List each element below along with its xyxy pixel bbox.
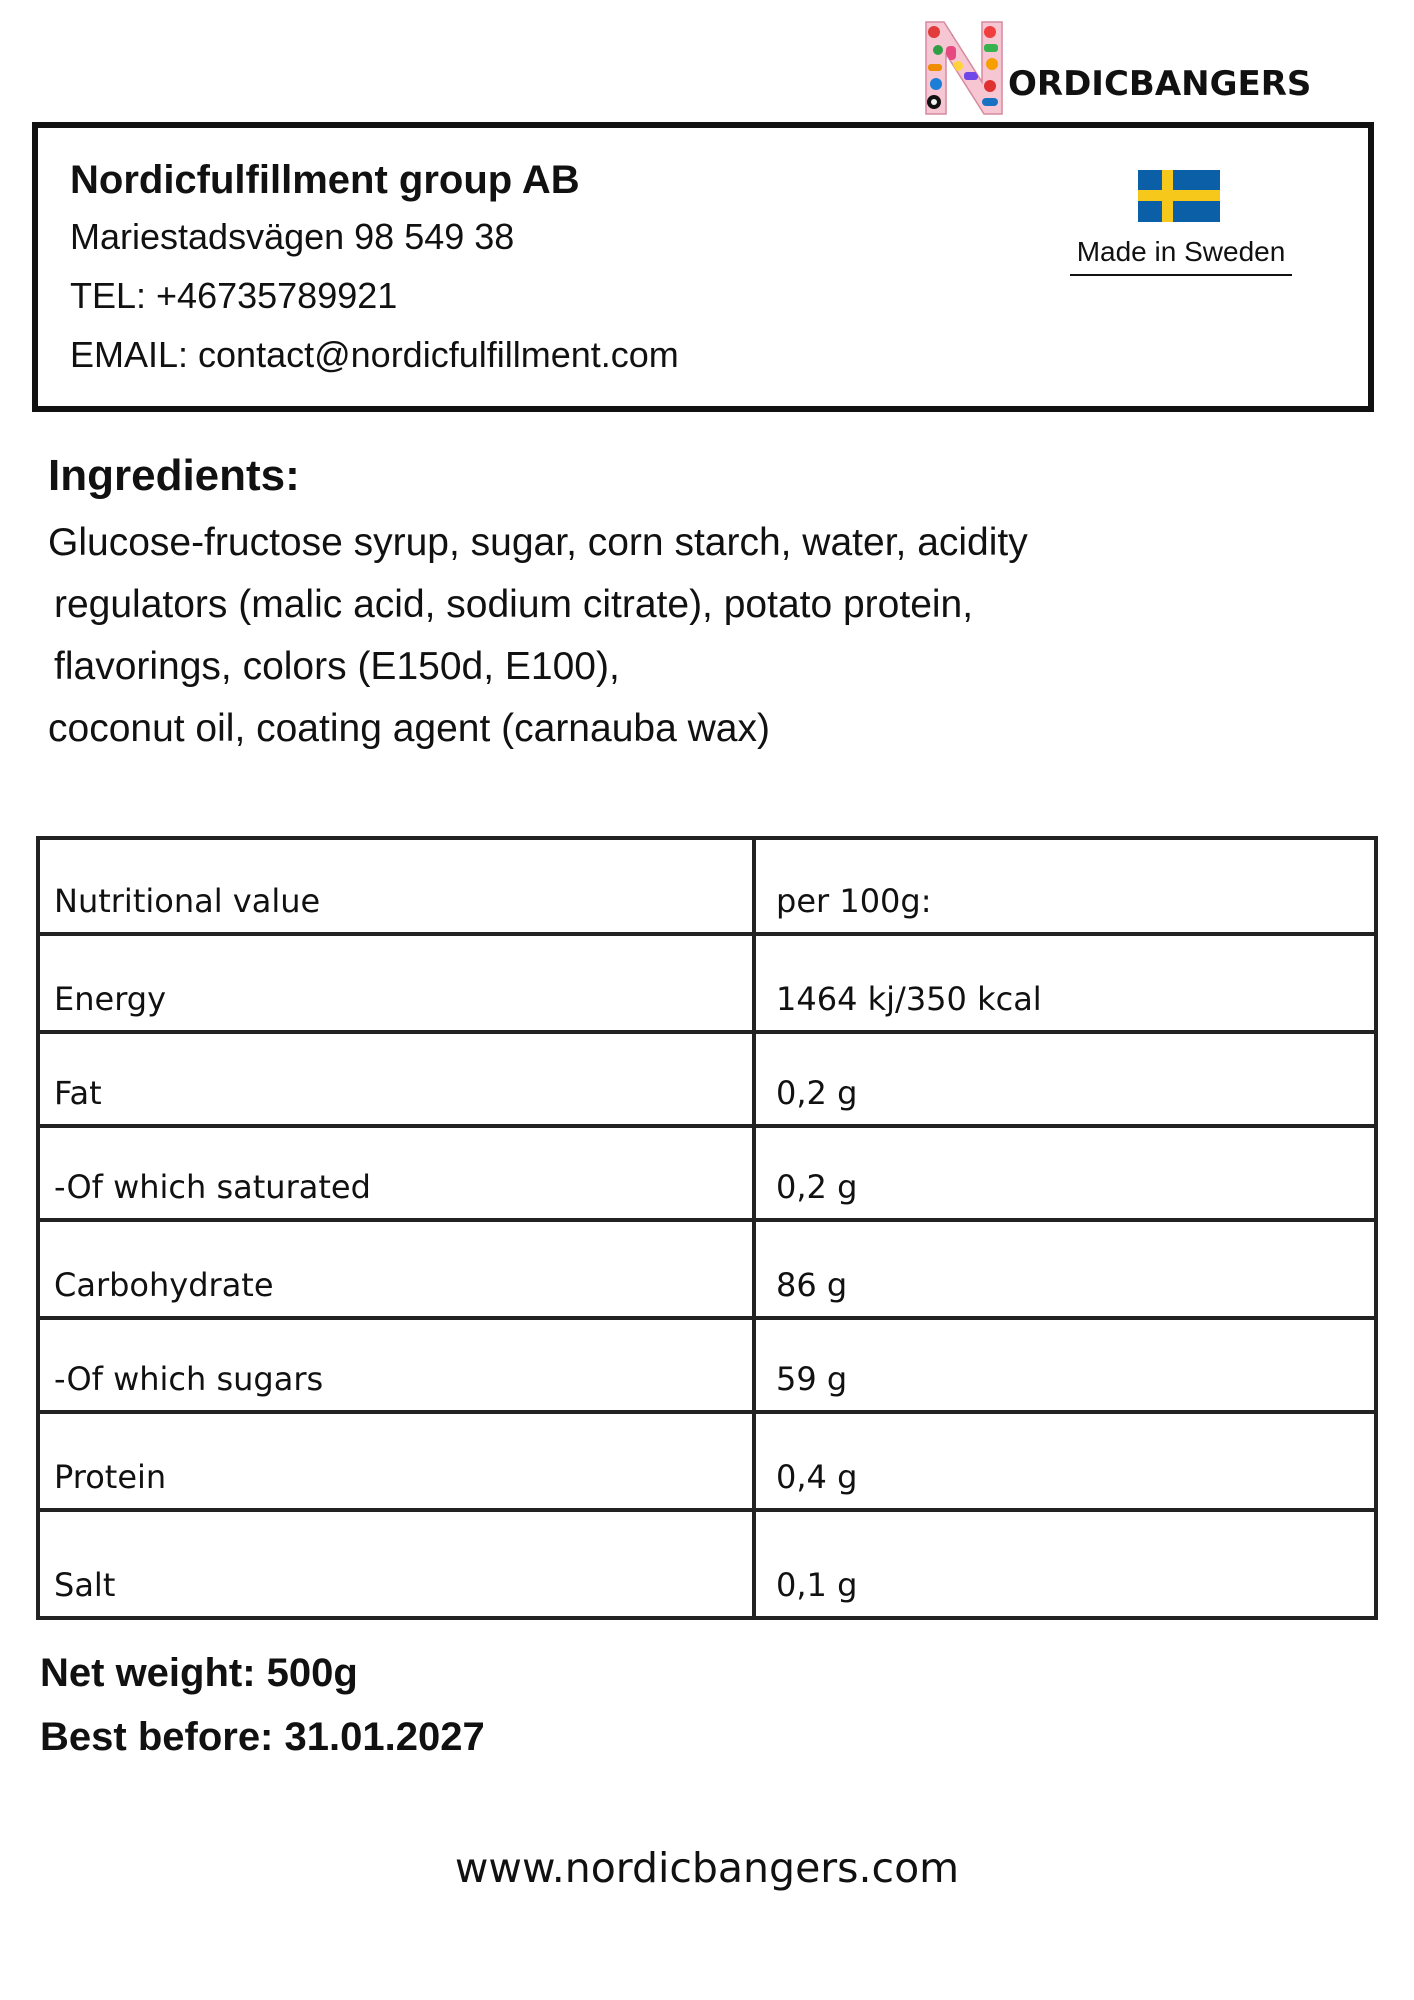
made-in-sweden-label: Made in Sweden [1070,232,1292,276]
nutrition-header-row [40,840,1374,936]
nutrition-label: -Of which sugars [40,1320,756,1410]
net-weight: Net weight: 500g [40,1651,358,1695]
nutrition-label: -Of which saturated [40,1128,756,1218]
nutrition-row [40,936,1374,1034]
ingredients-line: coconut oil, coating agent (carnauba wax) [48,707,770,750]
ingredients-line: Glucose-fructose syrup, sugar, corn starch, water, acidity [48,521,1028,564]
nutrition-value: 1464 kj/350 kcal [776,980,1042,1018]
nutrition-label: Salt [40,1512,756,1616]
nutrition-row [40,1320,1374,1414]
nutrition-value: 0,2 g [776,1074,858,1112]
nutrition-row [40,1128,1374,1222]
nutrition-value: 0,1 g [776,1566,858,1604]
nutrition-label: Energy [40,936,756,1030]
nutrition-label: Fat [40,1034,756,1124]
nutrition-table [36,836,1378,1620]
ingredients-line: flavorings, colors (E150d, E100), [54,645,620,688]
ingredients-line: regulators (malic acid, sodium citrate), potato protein, [54,583,974,626]
nutrition-value: 0,2 g [776,1168,858,1206]
nutrition-label: Carbohydrate [40,1222,756,1316]
ingredients-heading: Ingredients: [48,451,300,500]
nutrition-label: Nutritional value [40,840,756,932]
website-url: www.nordicbangers.com [454,1844,960,1892]
flag-vertical-cross [1162,170,1173,222]
company-name: Nordicfulfillment group AB [70,158,580,202]
nutrition-value: per 100g: [776,882,932,920]
nutrition-row [40,1512,1374,1616]
nutrition-value: 0,4 g [776,1458,858,1496]
best-before-date: Best before: 31.01.2027 [40,1715,485,1759]
nutrition-value: 59 g [776,1360,848,1398]
flag-horizontal-cross [1138,190,1220,201]
company-phone: TEL: +46735789921 [70,275,398,316]
nutrition-row [40,1414,1374,1512]
sweden-flag-icon [1138,170,1220,222]
nordicbangers-logo [924,20,1312,130]
candy-n-logo-icon [924,20,1004,116]
company-address: Mariestadsvägen 98 549 38 [70,216,515,257]
company-email: EMAIL: contact@nordicfulfillment.com [70,334,679,375]
nutrition-row [40,1222,1374,1320]
company-details [70,156,679,391]
nutrition-value: 86 g [776,1266,848,1304]
nutrition-label: Protein [40,1414,756,1508]
nutrition-row [40,1034,1374,1128]
brand-wordmark: ORDICBANGERS [1008,64,1312,104]
